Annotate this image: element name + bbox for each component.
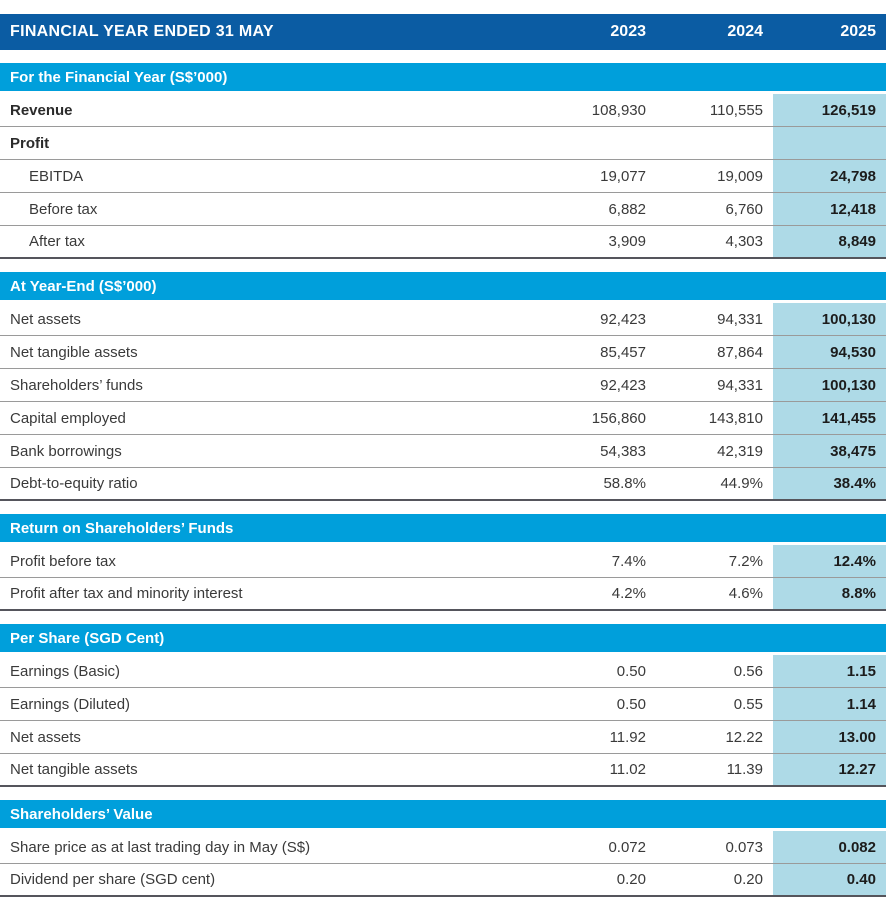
value-2023: 0.50 <box>616 662 646 680</box>
value-2024: 0.073 <box>725 838 763 856</box>
table-row <box>0 688 886 721</box>
row-label: Revenue <box>10 101 73 119</box>
row-label: Earnings (Diluted) <box>10 695 131 713</box>
value-2023: 0.50 <box>616 695 646 713</box>
row-label: EBITDA <box>29 167 84 185</box>
value-2025-highlighted: 12,418 <box>773 193 886 225</box>
value-2025-highlighted: 38,475 <box>773 435 886 467</box>
value-2024: 12.22 <box>725 728 763 746</box>
value-2024: 4,303 <box>725 233 763 250</box>
table-row <box>0 468 886 501</box>
value-2023: 54,383 <box>600 442 646 460</box>
value-2025-highlighted: 12.4% <box>773 545 886 577</box>
row-label: Debt-to-equity ratio <box>10 475 138 492</box>
value-2023: 156,860 <box>591 409 646 427</box>
table-section <box>0 63 886 259</box>
value-2023: 7.4% <box>611 552 646 570</box>
value-2025-highlighted: 24,798 <box>773 160 886 192</box>
table-row <box>0 402 886 435</box>
value-2023: 108,930 <box>591 101 646 119</box>
value-2023: 6,882 <box>608 200 646 218</box>
value-2025-highlighted: 141,455 <box>773 402 886 434</box>
row-label: Earnings (Basic) <box>10 662 121 680</box>
table-row <box>0 831 886 864</box>
value-2024: 0.20 <box>733 871 763 888</box>
table-row <box>0 864 886 897</box>
value-2024: 44.9% <box>720 475 763 492</box>
row-label: After tax <box>29 233 85 250</box>
row-label: Before tax <box>29 200 98 218</box>
value-2024: 4.6% <box>728 585 763 602</box>
table-title: FINANCIAL YEAR ENDED 31 MAY <box>10 23 274 40</box>
value-2024: 0.56 <box>733 662 763 680</box>
table-row <box>0 127 886 160</box>
value-2023: 4.2% <box>611 585 646 602</box>
value-2023: 3,909 <box>608 233 646 250</box>
year-column-header-2024: 2024 <box>727 23 763 40</box>
table-row <box>0 655 886 688</box>
table-row <box>0 160 886 193</box>
value-2023: 92,423 <box>600 376 646 394</box>
row-label: Net tangible assets <box>10 343 138 361</box>
value-2025-highlighted: 8,849 <box>773 226 886 257</box>
section-header: At Year-End (S$’000) <box>0 272 886 300</box>
value-2024: 19,009 <box>717 167 763 185</box>
table-row <box>0 336 886 369</box>
row-label: Net assets <box>10 728 81 746</box>
year-column-header-2023: 2023 <box>610 23 646 40</box>
row-label: Profit before tax <box>10 552 116 570</box>
value-2025-highlighted <box>773 127 886 159</box>
table-section <box>0 800 886 897</box>
value-2024: 0.55 <box>733 695 763 713</box>
table-row <box>0 721 886 754</box>
row-label: Share price as at last trading day in May (S$) <box>10 838 311 856</box>
table-section <box>0 514 886 611</box>
row-label: Net tangible assets <box>10 761 138 778</box>
value-2023: 85,457 <box>600 343 646 361</box>
value-2024: 7.2% <box>728 552 763 570</box>
value-2025-highlighted: 12.27 <box>773 754 886 785</box>
table-header-row <box>0 14 886 50</box>
table-row <box>0 578 886 611</box>
value-2025-highlighted: 0.40 <box>773 864 886 895</box>
table-row <box>0 754 886 787</box>
section-header: Per Share (SGD Cent) <box>0 624 886 652</box>
value-2023: 19,077 <box>600 167 646 185</box>
value-2024: 110,555 <box>709 101 763 119</box>
value-2023: 0.072 <box>608 838 646 856</box>
table-row <box>0 435 886 468</box>
value-2023: 92,423 <box>600 310 646 328</box>
value-2025-highlighted: 1.15 <box>773 655 886 687</box>
value-2024: 94,331 <box>717 310 763 328</box>
table-section <box>0 272 886 501</box>
value-2025-highlighted: 126,519 <box>773 94 886 126</box>
table-row <box>0 226 886 259</box>
row-label: Capital employed <box>10 409 126 427</box>
value-2025-highlighted: 100,130 <box>773 303 886 335</box>
value-2024: 6,760 <box>725 200 763 218</box>
value-2025-highlighted: 0.082 <box>773 831 886 863</box>
table-sections <box>0 63 886 897</box>
value-2023: 11.92 <box>609 728 646 746</box>
section-header: For the Financial Year (S$’000) <box>0 63 886 91</box>
row-label: Dividend per share (SGD cent) <box>10 871 216 888</box>
year-column-header-2025: 2025 <box>840 23 876 40</box>
value-2025-highlighted: 1.14 <box>773 688 886 720</box>
value-2025-highlighted: 13.00 <box>773 721 886 753</box>
value-2024: 94,331 <box>717 376 763 394</box>
table-row <box>0 369 886 402</box>
value-2025-highlighted: 8.8% <box>773 578 886 609</box>
section-header: Shareholders’ Value <box>0 800 886 828</box>
table-row <box>0 94 886 127</box>
row-label: Net assets <box>10 310 81 328</box>
row-label: Profit after tax and minority interest <box>10 585 243 602</box>
value-2024: 11.39 <box>726 761 763 778</box>
row-label: Shareholders’ funds <box>10 376 143 394</box>
row-label: Profit <box>10 134 50 152</box>
section-header: Return on Shareholders’ Funds <box>0 514 886 542</box>
table-row <box>0 193 886 226</box>
row-label: Bank borrowings <box>10 442 122 460</box>
value-2024: 143,810 <box>708 409 763 427</box>
value-2023: 11.02 <box>609 761 646 778</box>
table-section <box>0 624 886 787</box>
value-2023: 58.8% <box>603 475 646 492</box>
table-row <box>0 303 886 336</box>
value-2025-highlighted: 100,130 <box>773 369 886 401</box>
value-2025-highlighted: 38.4% <box>773 468 886 499</box>
value-2023: 0.20 <box>616 871 646 888</box>
value-2025-highlighted: 94,530 <box>773 336 886 368</box>
value-2024: 87,864 <box>717 343 763 361</box>
table-row <box>0 545 886 578</box>
value-2024: 42,319 <box>717 442 763 460</box>
